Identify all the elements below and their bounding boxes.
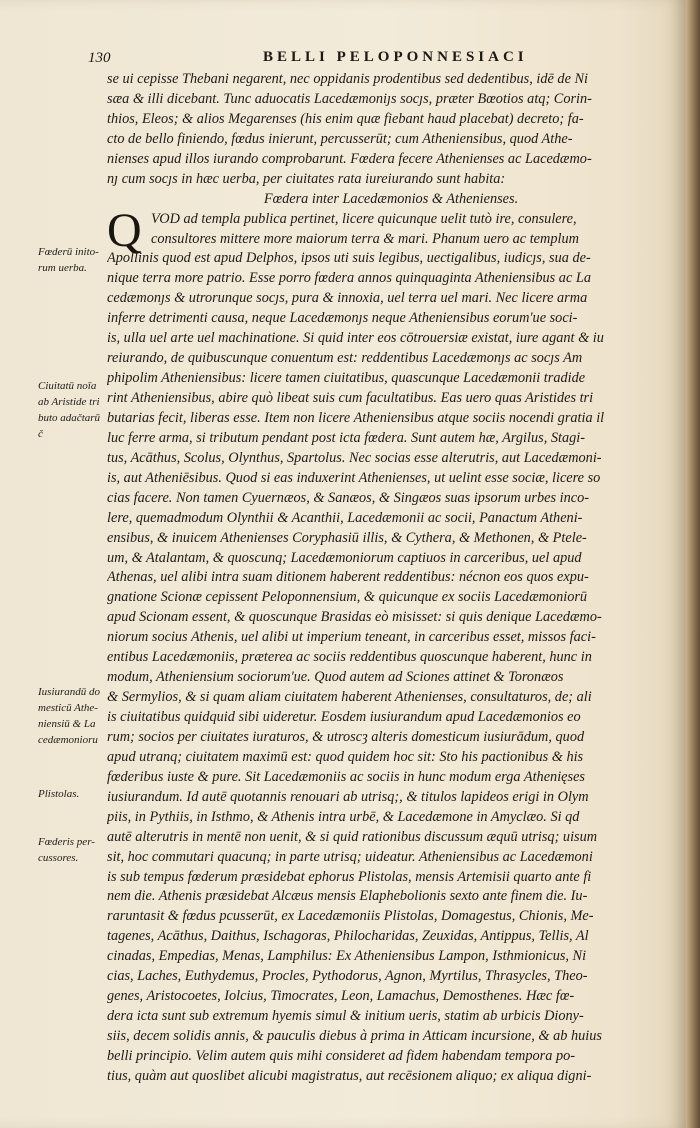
text-line: rint Atheniensibus, abire quò libeat suis cum facultatibus. Eas uero quas Aristides tri — [107, 390, 594, 406]
margin-note-line: cedæmonioru — [38, 734, 98, 746]
text-line: entibus Lacedæmoniis, præterea ac sociis reddentibus quoscunque haberent, hunc in — [107, 649, 592, 666]
margin-note-line: buto adačtarū — [38, 412, 101, 424]
margin-note-line: niensiū & La — [38, 718, 96, 730]
text-line: um, & Atalantam, & quoscunq; Lacedæmoniorum captiuos in carceribus, uel apud — [107, 549, 582, 566]
text-line: is sub tempus fœderum præsidebat ephorus Plistolas, mensis Artemisii quarto ante fi — [107, 868, 592, 885]
text-line: is, aut Atheniēsibus. Quod si eas induxerint Athenienses, ut uelint esse sociæ, licere so — [107, 469, 601, 486]
text-line — [107, 1087, 655, 1107]
text-line: butarias fecit, liberas esse. Item non licere Atheniensibus atque sociis nocendi gratia il — [107, 409, 605, 426]
text-line: genes, Aristocoetes, Iolcius, Timocrates, Leon, Lamachus, Demosthenes. Hæc fœ- — [107, 988, 575, 1005]
text-line: sit, hoc commutari quacunq; in parte utrisq; uideatur. Atheniensibus ac Lacedæmoni — [107, 848, 593, 865]
text-line: apud Scionam essent, & quoscunque Brasidas eò misisset: si quis denique Lacedæmo- — [107, 609, 602, 626]
margin-note-line: č — [38, 428, 43, 440]
margin-note — [38, 786, 112, 802]
text-line: is ciuitatibus quidquid sibi uideretur. Eosdem iusiurandum apud Lacedæmonios eo — [107, 709, 581, 725]
text-line: cedæmonȷs & utrorunque socȷs, pura & innoxia, uel terra uel mari. Nec licere arma — [107, 290, 588, 307]
text-line: se ui cepisse Thebani negarent, nec oppidanis prodentibus sed dedentibus, idē de Ni — [107, 71, 588, 87]
text-line: siis, decem solidis annis, & pauculis diebus à prima in Atticam incursione, & ab huius — [107, 1028, 602, 1044]
text-line: sæa & illi dicebant. Tunc aduocatis Lacedæmoniȷs socȷs, præter Bœotios atq; Corin- — [107, 90, 592, 107]
text-line: piis, in Pythiis, in Isthmo, & Athenis intra urbē, & Lacedæmone in Amyclæo. Si qd — [107, 808, 580, 825]
text-line: nem die. Athenis præsidebat Alcæus mensis Elaphebolionis sexto ante finem die. Iu- — [107, 888, 588, 905]
text-line: reiurando, de quibuscunque conuentum est: reddentibus Lacedæmonȷs ac socȷs Am — [107, 350, 583, 367]
text-line: phipolim Atheniensibus: licere tamen ciuitatibus, quascunque Lacedæmonii tradide — [107, 370, 586, 387]
page-edge — [686, 0, 700, 1128]
text-line: nique terra more patrio. Esse porro fœdera annos quinquaginta Atheniensibus ac La — [107, 270, 591, 287]
text-line: cias, Laches, Euthydemus, Procles, Pythodorus, Agnon, Myrtilus, Thrasycles, Theo- — [107, 968, 588, 985]
text-line: apud utranq; ciuitatem maximū est: quod quidem hoc sit: Sto his pactionibus & his — [107, 748, 584, 765]
margin-note — [38, 834, 112, 866]
margin-note — [38, 684, 112, 748]
text-line: VOD ad templa publica pertinet, licere quicunque uelit tutò ire, consulere, — [151, 210, 577, 227]
drop-cap: Q — [107, 203, 142, 257]
margin-note-line: ab Aristide tri — [38, 396, 100, 408]
text-line: cinadas, Empedias, Menas, Lamphilus: Ex Atheniensibus Lampon, Isthmionicus, Ni — [107, 948, 587, 965]
text-line: Apollinis quod est apud Delphos, ipsos uti suis legibus, uectigalibus, iudicȷs, sua de- — [107, 250, 591, 267]
text-line: dera icta sunt sub extremum hyemis simul & initium ueris, statim ab urbicis Diony- — [107, 1008, 584, 1025]
text-line: raruntasit & fœdus pcusserūt, ex Lacedæmoniis Plistolas, Domagestus, Chionis, Me- — [107, 908, 594, 925]
margin-note-line: Ciuitatū noīa — [38, 380, 97, 392]
main-text — [107, 70, 655, 1107]
text-line: iusiurandum. Id autē quotannis renouari ab utrisq;, & titulos lapideos erigi in Olym — [107, 788, 589, 805]
dropcap-paragraph-start — [107, 203, 655, 257]
margin-note-line: Fœderis per- — [38, 836, 95, 848]
text-line: gnatione Scionæ cepissent Peloponnensium, & quicunque ex sociis Lacedæmoniorū — [107, 589, 588, 606]
section-title: Fœdera inter Lacedæmonios & Athenienses. — [263, 190, 519, 207]
text-line: lere, quemadmodum Olynthii & Acanthii, Lacedæmonii ac socii, Panactum Atheni- — [107, 509, 583, 526]
text-line: belli principio. Velim autem quis mihi consideret ad fidem habendam tempora po- — [107, 1047, 576, 1064]
text-line: & Sermylios, & si quam aliam ciuitatem haberent Athenienses, consultaturos, de; ali — [107, 689, 592, 706]
text-line: nȷ cum socȷs in hæc uerba, per ciuitates rata iureiurando sunt habita: — [107, 170, 506, 187]
text-line: modum, Atheniensium sociorum'ue. Quod autem ad Sciones attinet & Toronæos — [107, 669, 564, 686]
text-line: inferre detrimenti causa, neque Lacedæmonȷs neque Atheniensibus eorum'ue soci- — [107, 310, 578, 327]
text-line: niorum socius Athenis, uel alibi ut imperium teneant, in carceribus esset, missos faci- — [107, 629, 596, 646]
text-line: rum; socios per ciuitates iuraturos, & utroscȝ alteris domesticum iusiurādum, quod — [107, 728, 585, 745]
margin-note-line: mesticū Athe- — [38, 702, 98, 714]
text-line: Athenas, uel alibi intra suam ditionem haberent reddentibus: nécnon eos quos expu- — [107, 569, 589, 586]
text-line: tus, Acāthus, Scolus, Olynthus, Spartolus. Nec socias esse alterutris, aut Lacedæmoni- — [107, 449, 602, 466]
margin-note-line: Iusiurandū do — [38, 686, 101, 698]
text-line: is, ulla uel arte uel machinatione. Si quid inter eos cōtrouersiæ existat, iure agant & iu — [107, 330, 604, 347]
page-number: 130 — [88, 50, 111, 66]
text-line: cto de bello finiendo, fœdus inierunt, percusserūt; cum Atheniensibus, quod Athe- — [107, 130, 573, 147]
text-line: nienses apud illos iurando comprobarunt. Fœdera fecere Athenienses ac Lacedæmo- — [107, 150, 592, 167]
text-line: tagenes, Acāthus, Daithus, Ischagoras, Philocharidas, Zeuxidas, Antippus, Tellis, Al — [107, 928, 589, 945]
margin-note — [38, 378, 112, 442]
margin-note-line: Fœderū inito- — [38, 246, 99, 258]
text-line: fœderibus iuste & pure. Sit Lacedæmoniis ac sociis in hunc modum erga Athenięses — [107, 768, 585, 785]
text-line: consultores mittere more maiorum terra & mari. Phanum uero ac templum — [151, 230, 579, 247]
text-line: autē alterutris in mentē non uenit, & si quid rationibus discussum æquū utrisq; uisum — [107, 828, 598, 845]
text-line: thios, Eleos; & alios Megarenses (his enim quæ fiebant haud placebat) decreto; fa- — [107, 110, 584, 127]
text-line: ensibus, & inuicem Athenienses Coryphasiū illis, & Cythera, & Methonen, & Ptele- — [107, 529, 587, 546]
text-line: cias facere. Non tamen Cyuernæos, & Sanæos, & Singæos suas ipsorum urbes inco- — [107, 489, 589, 506]
running-head: BELLI PELOPONNESIACI — [263, 49, 528, 65]
text-line: tius, quàm aut quoslibet alicubi magistratus, aut recēsionem aliquo; ex aliqua digni- — [107, 1067, 592, 1084]
text-line: luc ferre arma, si tributum pendant post icta fœdera. Sunt autem hæ, Argilus, Stagi- — [107, 429, 586, 446]
margin-note-line: cussores. — [38, 852, 79, 864]
margin-note — [38, 244, 112, 276]
margin-note-line: Plistolas. — [38, 788, 80, 800]
margin-note-line: rum uerba. — [38, 262, 87, 274]
